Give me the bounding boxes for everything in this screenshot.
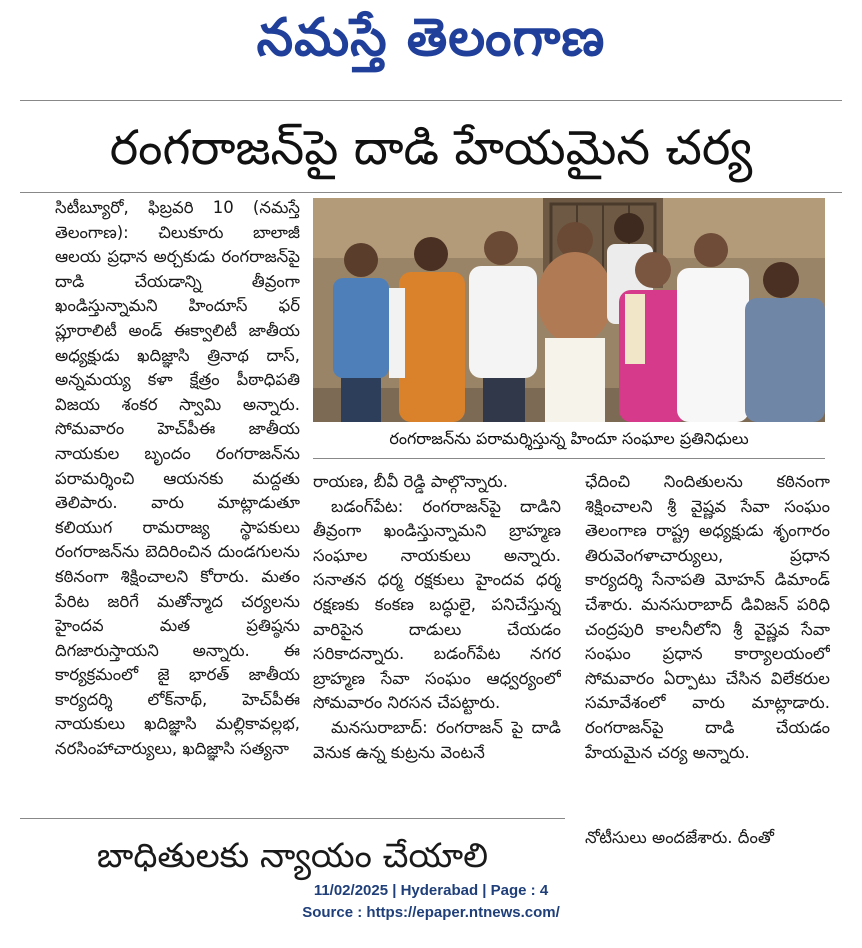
article-paragraph: బడంగ్‌పేట: రంగరాజన్‌పై దాడిని తీవ్రంగా ఖండిస్తున్నామని బ్రాహ్మణ సంఘాల నాయకులు అన్నారు. సనాతన ధర్మ రక్షకులు హైందవ ధర్మ రక్షణకు కంకణ బద్ధులై, పనిచేస్తున్న వారిపైన దాడులు చేయడం సరికాదన్నారు. బడంగ్‌పేట నగర బ్రాహ్మణ సేవా సంఘం ఆధ్వర్యంలో సోమవారం నిరసన చేపట్టారు. (313, 496, 561, 713)
headline-divider (20, 192, 842, 193)
source-link[interactable]: Source : https://epaper.ntnews.com/ (302, 904, 560, 921)
caption-divider (313, 458, 825, 459)
page-footer (0, 880, 862, 924)
article-column-3 (585, 470, 830, 806)
article-paragraph: రాయణ, బీవీ రెడ్డి పాల్గొన్నారు. (313, 472, 509, 491)
article-column-2 (313, 470, 561, 806)
article-paragraph: మనసురాబాద్: రంగరాజన్ పై దాడి వెనుక ఉన్న కుట్రను వెంటనే (313, 717, 561, 762)
news-photo (313, 198, 825, 422)
group-photo-image (313, 198, 825, 422)
section-divider (20, 818, 565, 819)
article-headline: రంగరాజన్‌పై దాడి హేయమైన చర్య (109, 120, 753, 176)
edition-info: 11/02/2025 | Hyderabad | Page : 4 (313, 882, 549, 899)
second-article-headline: బాధితులకు న్యాయం చేయాలి (96, 836, 489, 876)
article-paragraph: ఛేదించి నిందితులను కఠినంగా శిక్షించాలని శ్రీ వైష్ణవ సేవా సంఘం తెలంగాణ రాష్ట్ర అధ్యక్షుడు శృంగారం తిరువెంగళాచార్యులు, ప్రధాన కార్యదర్శి సేనాపతి మోహన్ డిమాండ్ చేశారు. మనసురాబాద్ డివిజన్ పరిధి చంద్రపురి కాలనీలోని శ్రీ వైష్ణవ సేవా సంఘం ప్రధాన కార్యాలయంలో సోమవారం ఏర్పాటు చేసిన విలేకరుల సమావేశంలో వారు మాట్లాడారు. రంగరాజన్‌పై దాడి చేయడం హేయమైన చర్య అన్నారు. (585, 472, 830, 762)
article-paragraph: సిటీబ్యూరో, ఫిబ్రవరి 10 (నమస్తే తెలంగాణ): చిలుకూరు బాలాజీ ఆలయ ప్రధాన అర్చకుడు రంగరాజన్‌పై దాడి చేయడాన్ని తీవ్రంగా ఖండిస్తున్నామని హిందూస్ ఫర్ ప్లూరాలిటీ అండ్ ఈక్వాలిటీ జాతీయ అధ్యక్షుడు ఖదిజ్ఞాసి త్రినాథ దాస్, అన్నమయ్య కళా క్షేత్రం పీఠాధిపతి విజయ శంకర స్వామి అన్నారు. సోమవారం హెచ్‌పీఈ జాతీయ నాయకుల బృందం రంగరాజన్‌ను పరామర్శించి ఆయనకు మద్దతు తెలిపారు. వారు మాట్లాడుతూ కలియుగ రామరాజ్య స్థాపకులు రంగరాజన్‌ను బెదిరించిన దుండగులను కఠినంగా శిక్షించాలని కోరారు. మతం పేరిట జరిగే మతోన్మాద చర్యలను హైందవ మత ప్రతిష్ఠను దిగజారుస్తాయని అన్నారు. ఈ కార్యక్రమంలో జై భారత్ జాతీయ కార్యదర్శి లోక్‌నాథ్, హెచ్‌పీఈ నాయకులు ఖదిజ్ఞాసి మల్లికావల్లభ, నరసింహాచార్యులు, ఖదిజ్ఞాసి సత్యనా (55, 198, 300, 759)
second-article-column-text: నోటీసులు అందజేశారు. దీంతో (585, 828, 774, 847)
top-divider (20, 100, 842, 101)
newspaper-logo: నమస్తే తెలంగాణ (256, 8, 606, 68)
masthead (0, 0, 862, 80)
photo-caption: రంగరాజన్‌ను పరామర్శిస్తున్న హిందూ సంఘాల ప్రతినిధులు (389, 429, 749, 448)
article-column-1 (55, 196, 300, 804)
